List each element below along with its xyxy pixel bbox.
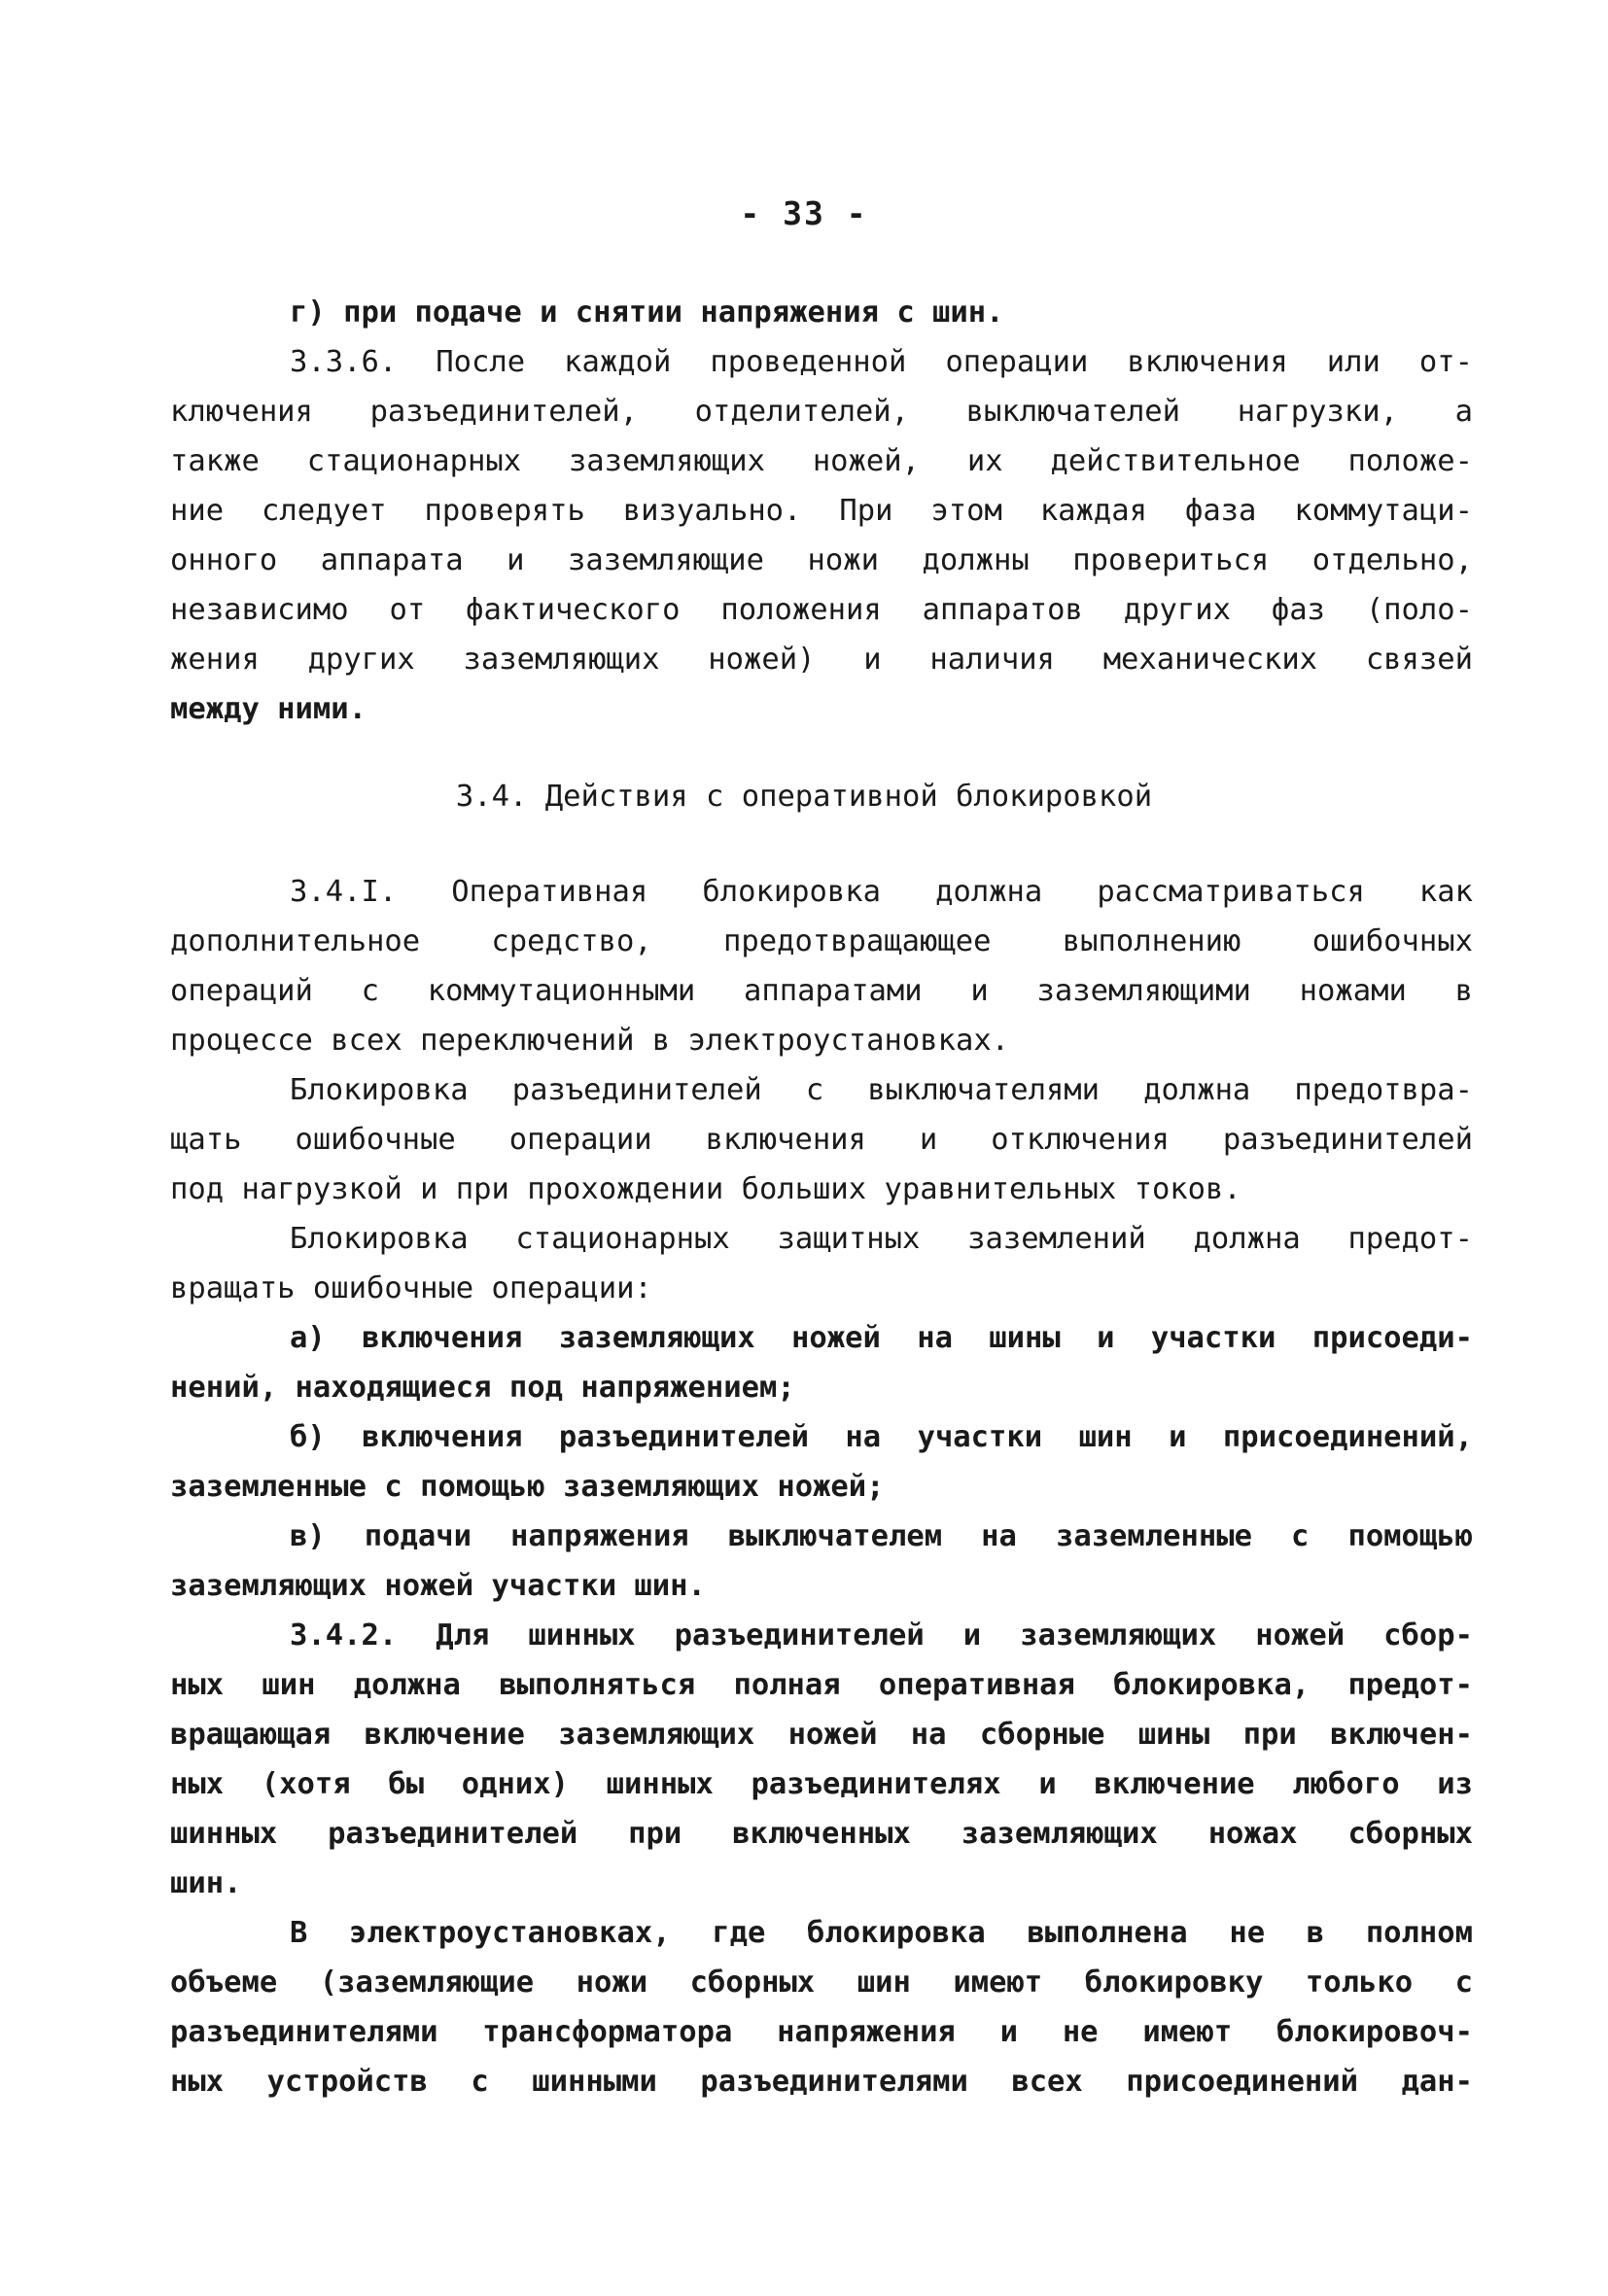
text-line: 3.3.6. После каждой проведенной операции включения или от- [290,345,1473,379]
text-line: г) при подаче и снятии напряжения с шин. [290,296,1004,330]
text-line: ние следует проверять визуально. При этом каждая фаза коммутаци- [170,494,1473,528]
text-line: в) подачи напряжения выключателем на заземленные с помощью [290,1519,1473,1553]
text-line: щать ошибочные операции включения и отключения разъединителей [170,1123,1473,1157]
text-line: 3.4.I. Оперативная блокировка должна рассматриваться как [290,875,1473,909]
text-line: объеме (заземляющие ножи сборных шин имеют блокировку только с [170,1966,1473,2000]
text-line: онного аппарата и заземляющие ножи должны провериться отдельно, [170,543,1473,577]
text-line: ных шин должна выполняться полная оперативная блокировка, предот- [170,1668,1473,1702]
text-line: между ними. [170,692,367,726]
text-line: ных (хотя бы одних) шинных разъединителях и включение любого из [170,1767,1473,1801]
section-3-4 [170,867,1473,2106]
text-line: операций с коммутационными аппаратами и заземляющими ножами в [170,974,1473,1008]
text-line: заземляющих ножей участки шин. [170,1569,706,1603]
text-line: разъединителями трансформатора напряжения и не имеют блокировоч- [170,2015,1473,2049]
text-line: независимо от фактического положения аппаратов других фаз (поло- [170,593,1473,627]
page-number: - 33 - [740,194,868,232]
text-line: 3.4.2. Для шинных разъединителей и заземляющих ножей сбор- [290,1618,1473,1652]
text-line: В электроустановках, где блокировка выполнена не в полном [290,1916,1473,1950]
text-line: шин. [170,1866,242,1900]
text-line: дополнительное средство, предотвращающее выполнению ошибочных [170,924,1473,958]
section-3-3-6 [170,288,1473,734]
text-line: жения других заземляющих ножей) и наличия механических связей [170,643,1473,677]
text-line: процессе всех переключений в электроустановках. [170,1024,1010,1058]
text-line: заземленные с помощью заземляющих ножей; [170,1470,885,1504]
text-line: вращающая включение заземляющих ножей на сборные шины при включен- [170,1718,1473,1752]
text-line: а) включения заземляющих ножей на шины и участки присоеди- [290,1321,1473,1355]
text-line: ключения разъединителей, отделителей, выключателей нагрузки, а [170,395,1473,429]
text-line: ных устройств с шинными разъединителями всех присоединений дан- [170,2065,1473,2099]
text-line: нений, находящиеся под напряжением; [170,1371,795,1405]
text-line: вращать ошибочные операции: [170,1271,652,1305]
text-line: шинных разъединителей при включенных заземляющих ножах сборных [170,1817,1473,1851]
text-line: под нагрузкой и при прохождении больших уравнительных токов. [170,1172,1241,1206]
text-line: Блокировка разъединителей с выключателями должна предотвра- [290,1073,1473,1107]
text-line: Блокировка стационарных защитных заземлений должна предот- [290,1222,1473,1256]
section-heading: 3.4. Действия с оперативной блокировкой [455,780,1153,814]
text-line: также стационарных заземляющих ножей, их действительное положе- [170,444,1473,478]
text-line: б) включения разъединителей на участки шин и присоединений, [290,1420,1473,1454]
